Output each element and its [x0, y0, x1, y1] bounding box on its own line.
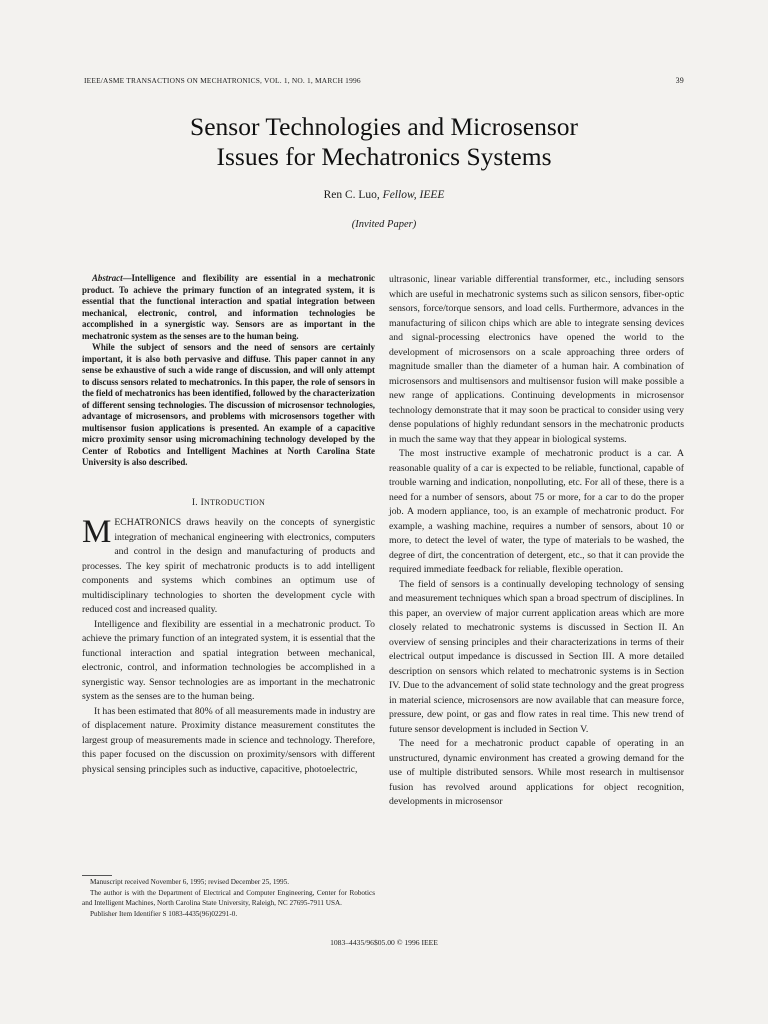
right-paragraph-2: The most instructive example of mechatronic product is a car. A reasonable quality of a car is expected to be reliable, functional, capable of trouble warning and indication, nonpolluting, etc. For all of these, there is a need for a number of sensors, about 75 or more, for a car to do the proper job. A modern appliance, too, is an example of mechatronic product. For example, a washing machine, requires a number of sensors, about 10 or more, to detect the level of water, the type of materials to be washed, the degree of dirt, the concentration of detergent, etc., so that it can provide the required immediate feedback for reliable, flexible operation. [389, 448, 684, 575]
author-name: Ren C. Luo, [323, 189, 380, 201]
introduction-text [82, 516, 375, 777]
section-heading-introduction [82, 496, 375, 511]
running-head [84, 76, 684, 85]
abstract-lead: Abstract [92, 273, 123, 283]
page-number: 39 [675, 76, 684, 85]
abstract-paragraph-2: While the subject of sensors and the need of sensors are certainly important, it is also both pervasive and diffuse. This paper cannot in any sense be exhaustive of such a wide range of discussion, and will only attempt to discuss sensors related to mechatronics. In this paper, the role of sensors in the field of mechatronics has been identified, followed by the characterization of different sensing technologies. The discussion of microsensor technologies, advantage of microsensors, and problems with microsensors together with multisensor fusion applications is presented. An example of a capacitive micro proximity sensor using micromachining technology developed by the Center of Robotics and Intelligent Machines at North Carolina State University is also described. [82, 342, 375, 467]
right-column [389, 273, 684, 810]
title-line-2: Issues for Mechatronics Systems [216, 142, 552, 171]
abstract-paragraph-1 [82, 273, 375, 342]
title-line-1: Sensor Technologies and Microsensor [190, 112, 578, 141]
author-affiliation: Fellow, IEEE [382, 189, 445, 201]
copyright-line: 1083–4435/96$05.00 © 1996 IEEE [330, 938, 438, 947]
footnote-manuscript: Manuscript received November 6, 1995; revised December 25, 1995. [90, 878, 289, 886]
abstract [82, 273, 375, 469]
intro-paragraph-1 [82, 516, 375, 618]
footnote-affiliation: The author is with the Department of Electrical and Computer Engineering, Center for Robotics and Intelligent Machines, North Carolina State University, Raleigh, NC 27695-7911 USA. [82, 888, 375, 907]
footnote-rule [82, 875, 112, 876]
footnote-publisher-id: Publisher Item Identifier S 1083-4435(96)02291-0. [90, 909, 238, 918]
paper-title [0, 112, 768, 172]
section-numeral: I. [191, 497, 198, 508]
intro-text-1: ECHATRONICS draws heavily on the concepts of synergistic integration of mechanical engineering with electronics, computers and control in the design and manufacturing of products and processes. The key spirit of mechatronic products is to add intelligent components and systems which combines an optimum use of multidisciplinary technologies to shorten the development cycle with reduced cost and increased quality. [82, 517, 375, 615]
footnotes [82, 877, 375, 919]
invited-paper-note: (Invited Paper) [351, 219, 417, 230]
abstract-text-1: —Intelligence and flexibility are essential in a mechatronic product. To achieve the primary function of an integrated system, it is essential that the functional interaction and spatial integration between mechanical, electronic, control, and information technologies be accomplished in a synergistic way. Sensors are as important in the mechatronic system as the senses are to the human being. [82, 273, 375, 341]
intro-paragraph-2: Intelligence and flexibility are essential in a mechatronic product. To achieve the primary function of an integrated system, it is essential that the functional interaction and spatial integration between mechanical, electronic, control, and information technologies be accomplished in a synergistic way. Sensor technologies are as important in the mechatronic system as the senses are to the human being. [82, 618, 375, 702]
right-paragraph-1: ultrasonic, linear variable differential transformer, etc., including sensors which are useful in mechatronic systems such as silicon sensors, fiber-optic sensors, force/torque sensors, and load cells. Furthermore, advances in the manufacturing of silicon chips which are able to integrate sensing devices and signal-processing electronics have opened the world to the development of microsensors on a scale approaching three orders of magnitude smaller than the diameter of a human hair. A combination of microsensors and multisensors and multisensor fusion will make possible a new range of applications. Continuing developments in microsensor technology demonstrate that it may soon be practical to consider using very dense populations of highly redundant sensors in the mechatronic products in much the same way that they appear in biological systems. [389, 274, 684, 445]
intro-paragraph-3: It has been estimated that 80% of all measurements made in industry are of displacement nature. Proximity distance measurement constitutes the largest group of measurements made in science and technology. Therefore, this paper focused on the discussion on proximity/sensors with different physical sensing principles such as inductive, capacitive, photoelectric, [82, 705, 375, 775]
section-title-rest: NTRODUCTION [204, 497, 266, 507]
journal-name: IEEE/ASME TRANSACTIONS ON MECHATRONICS, VOL. 1, NO. 1, MARCH 1996 [84, 76, 361, 85]
drop-cap: M [82, 514, 112, 550]
section-initial: I [200, 497, 205, 508]
right-paragraph-3: The field of sensors is a continually developing technology of sensing and measurement techniques which span a broad spectrum of disciplines. In this paper, an overview of major current application areas which are more closely related to mechatronic systems is discussed in Section II. An overview of sensing principles and their characterizations in terms of their electrical output impedance is discussed in Section III. A more detailed description on sensors which related to mechatronic systems is in Section IV. Due to the advancement of solid state technology and the great progress in material science, microsensors are now available that can measure force, pressure, dew point, or gas and flow rates in real time. This new trend of future sensor development is included in Section V. [389, 578, 684, 735]
left-column [82, 273, 375, 777]
author-line [0, 189, 768, 201]
right-paragraph-4: The need for a mechatronic product capable of operating in an unstructured, dynamic environment has created a growing demand for the use of multiple distributed sensors. While most research in multisensor fusion has revolved around applications for object recognition, developments in microsensor [389, 738, 684, 807]
